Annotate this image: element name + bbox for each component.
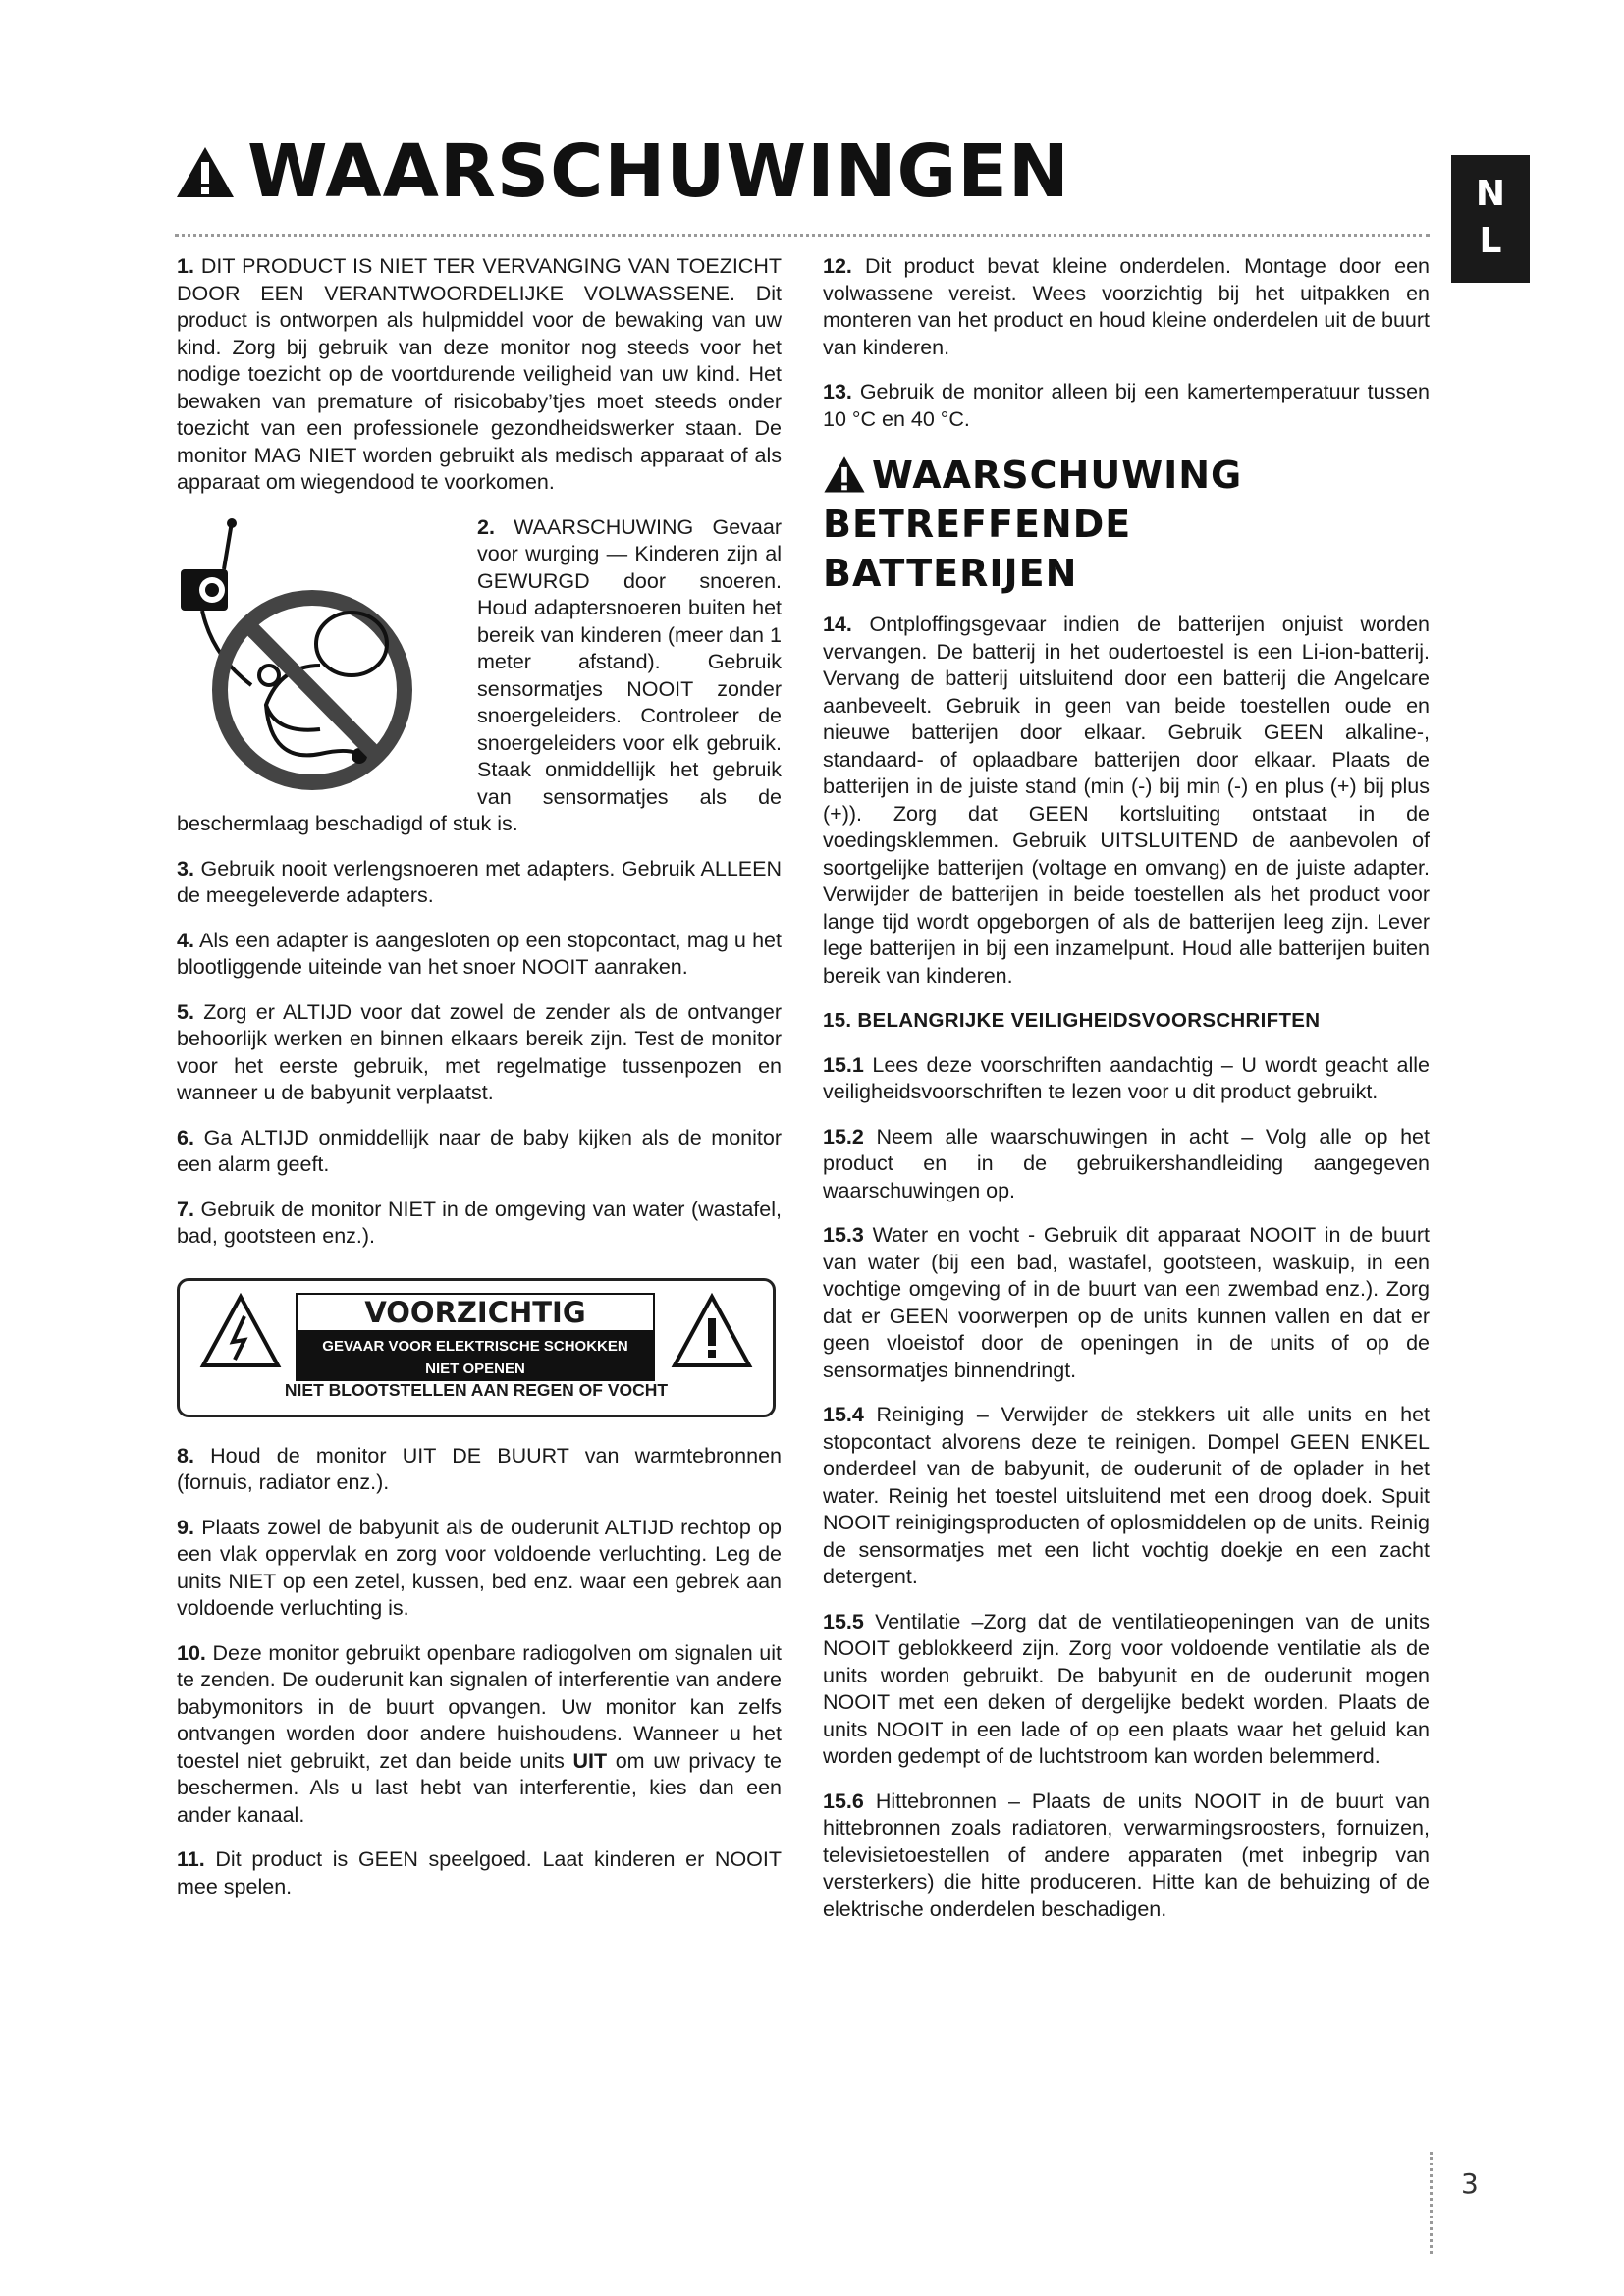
left-column bbox=[177, 253, 782, 1918]
warning-icon bbox=[823, 454, 866, 494]
safety-item-15-1: 15.1 Lees deze voorschriften aandachtig – U wordt geacht alle veiligheidsvoorschriften te lezen voor u dit product gebruikt. bbox=[823, 1052, 1431, 1103]
warning-item-9: 9. Plaats zowel de babyunit als de ouderunit ALTIJD rechtop op een vlak oppervlak en zorg voor voldoende verluchting. Leg de units NIET op een zetel, kussen, bed enz. waar een gebrek aan voldoende verluchting is. bbox=[177, 1515, 782, 1620]
section-15-title: 15. BELANGRIJKE VEILIGHEIDSVOORSCHRIFTEN bbox=[823, 1009, 1321, 1032]
warning-item-11: 11. Dit product is GEEN speelgoed. Laat kinderen er NOOIT mee spelen. bbox=[177, 1847, 782, 1898]
safety-item-15-6: 15.6 Hittebronnen – Plaats de units NOOIT in de buurt van hittebronnen zoals radiatoren, verwarmingsroosters, fornuizen, televisietoestellen of andere apparaten (met inbegrip van versterkers) die hitte produceren. Hitte kan de behuizing of de elektrische onderdelen beschadigen. bbox=[823, 1789, 1430, 1921]
page-number: 3 bbox=[1461, 2167, 1479, 2200]
page-title: WAARSCHUWINGEN bbox=[247, 130, 1070, 214]
caution-subtitle: GEVAAR VOOR ELEKTRISCHE SCHOKKEN NIET OPENEN bbox=[296, 1332, 655, 1381]
exclamation-icon bbox=[671, 1293, 753, 1369]
warning-icon bbox=[175, 144, 236, 199]
warning-item-10: 10. Deze monitor gebruikt openbare radiogolven om signalen uit te zenden. De ouderunit kan signalen of interferentie van andere babymonitors in de buurt opvangen. Uw monitor kan zelfs ontvangen worden door andere huishoudens. Wanneer u het toestel niet gebruikt, zet dan beide units UIT om uw privacy te beschermen. Als u last hebt van interferentie, kies dan een ander kanaal. bbox=[177, 1640, 782, 1827]
caution-footer: NIET BLOOTSTELLEN AAN REGEN OF VOCHT bbox=[284, 1380, 669, 1400]
warning-item-7: 7. Gebruik de monitor NIET in de omgeving van water (wastafel, bad, gootsteen enz.). bbox=[177, 1197, 782, 1248]
electric-shock-icon bbox=[199, 1293, 282, 1369]
title-divider bbox=[175, 234, 1430, 237]
warning-item-13: 13. Gebruik de monitor alleen bij een kamertemperatuur tussen 10 °C en 40 °C. bbox=[823, 380, 1430, 431]
warning-item-14: 14. Ontploffingsgevaar indien de batterijen onjuist worden vervangen. De batterij in het oudertoestel is een Li-ion-batterij. Vervang de batterij uitsluitend door een batterij die Angelcare aanbeveelt. Gebruik in geen van beide toestellen oude en nieuwe batterijen door elkaar. Gebruik GEEN alkaline-, standaard- of oplaadbare batterijen door elkaar. Plaats de batterijen in de juiste stand (min (-) bij min (-) en plus (+) bij plus (+)). Zorg dat GEEN kortsluiting ontstaat in de voedingsklemmen. Gebruik UITSLUITEND de aanbevolen of soortgelijke batterijen (voltage en omvang) en de juiste adapter. Verwijder de batterijen in beide toestellen als het product voor lange tijd wordt opgeborgen of als de batterijen leeg zijn. Lever lege batterijen in bij een inzamelpunt. Houd alle batterijen buiten bereik van kinderen. bbox=[823, 613, 1430, 988]
warning-item-3: 3. Gebruik nooit verlengsnoeren met adapters. Gebruik ALLEEN de meegeleverde adapters. bbox=[177, 856, 782, 907]
warning-item-12: 12. Dit product bevat kleine onderdelen. Montage door een volwassene vereist. Wees voorzichtig bij het uitpakken en monteren van het product en houd kleine onderdelen uit de buurt van kinderen. bbox=[823, 254, 1430, 359]
warning-item-5: 5. Zorg er ALTIJD voor dat zowel de zender als de ontvanger behoorlijk werken en binnen elkaars bereik zijn. Test de monitor voor het eerste gebruik, met regelmatige tussenpozen en wanneer u de babyunit verplaatst. bbox=[177, 999, 782, 1104]
battery-heading: WAARSCHUWING BETREFFENDE BATTERIJEN bbox=[823, 454, 1243, 595]
warning-item-1: 1. DIT PRODUCT IS NIET TER VERVANGING VAN TOEZICHT DOOR EEN VERANTWOORDELIJKE VOLWASSENE. Dit product is ontworpen als hulpmiddel voor de bewaking van uw kind. Zorg bij gebruik van deze monitor nog steeds voor het nodige toezicht op de voortdurende veiligheid van uw kind. Het bewaken van premature of risicobaby’tjes moet steeds onder toezicht van een professionele gezondheidswerker staan. De monitor MAG NIET worden gebruikt als medisch apparaat of als apparaat om wiegendood te voorkomen. bbox=[177, 254, 782, 494]
caution-title: VOORZICHTIG bbox=[296, 1293, 655, 1332]
warning-item-4: 4. Als een adapter is aangesloten op een stopcontact, mag u het blootliggende uiteinde van het snoer NOOIT aanraken. bbox=[177, 928, 782, 979]
safety-item-15-5: 15.5 Ventilatie –Zorg dat de ventilatieopeningen van de units NOOIT geblokkeerd zijn. Zorg voor voldoende ventilatie als de units worden gebruikt. De babyunit en de ouderunit mogen NOOIT met een deken of dergelijke bedekt worden. Plaats de units NOOIT in een lade of op een plaats waar het geluid kan worden gedempt of de luchtstroom kan worden belemmerd. bbox=[823, 1609, 1430, 1768]
safety-item-15-2: 15.2 Neem alle waarschuwingen in acht – Volg alle op het product en in de gebruikershandleiding aangegeven waarschuwingen op. bbox=[823, 1124, 1430, 1202]
page-number-divider bbox=[1430, 2152, 1433, 2254]
safety-item-15-4: 15.4 Reiniging – Verwijder de stekkers uit alle units en het stopcontact alvorens deze te reinigen. Dompel GEEN ENKEL onderdeel van de babyunit, de ouderunit of de oplader in het water. Reinig het toestel uitsluitend met een droog doek. Spuit NOOIT reinigingsproducten of oplosmiddelen op de units. Reinig de sensormatjes met een licht vochtig doekje en een zacht detergent. bbox=[823, 1403, 1431, 1588]
language-tab: N L bbox=[1451, 155, 1530, 283]
caution-label bbox=[177, 1278, 776, 1417]
right-column bbox=[823, 253, 1430, 1941]
warning-item-6: 6. Ga ALTIJD onmiddellijk naar de baby kijken als de monitor een alarm geeft. bbox=[177, 1125, 782, 1176]
warning-item-2: 2. WAARSCHUWING Gevaar voor wurging — Kinderen zijn al GEWURGD door snoeren. Houd adaptersnoeren buiten het bereik van kinderen (meer dan 1 meter afstand). Gebruik sensormatjes NOOIT zonder snoergeleiders. Controleer de snoergeleiders voor elk gebruik. Staak onmiddellijk het gebruik van sensormatjes als de beschermlaag beschadigd of stuk is. bbox=[177, 514, 782, 838]
warning-item-8: 8. Houd de monitor UIT DE BUURT van warmtebronnen (fornuis, radiator enz.). bbox=[177, 1443, 782, 1494]
page-header bbox=[175, 130, 1070, 214]
safety-item-15-3: 15.3 Water en vocht - Gebruik dit apparaat NOOIT in de buurt van water (bij een bad, wastafel, gootsteen, waskuip, in een vochtige omgeving of in de buurt van een zwembad enz.). Zorg dat er GEEN voorwerpen op de units kunnen vallen en dat er geen vloeistof door de openingen in de units of op de sensormatjes binnendringt. bbox=[823, 1223, 1430, 1382]
no-baby-cord-illustration bbox=[173, 518, 467, 803]
